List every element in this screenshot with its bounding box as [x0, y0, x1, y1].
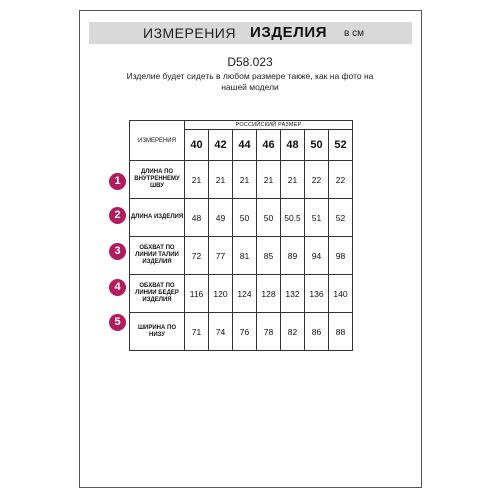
table-cell: 132 — [281, 275, 305, 313]
table-cell: 136 — [305, 275, 329, 313]
table-cell: 74 — [209, 313, 233, 351]
table-cell: 82 — [281, 313, 305, 351]
table-cell: 140 — [329, 275, 353, 313]
table-cell: 128 — [257, 275, 281, 313]
row-number-badge: 3 — [109, 243, 126, 260]
row-label: ДЛИНА ПО ВНУТРЕННЕМУ ШВУ — [130, 161, 185, 199]
table-cell: 89 — [281, 237, 305, 275]
table-cell: 81 — [233, 237, 257, 275]
russian-size-header: РОССИЙСКИЙ РАЗМЕР — [185, 121, 353, 130]
table-cell: 76 — [233, 313, 257, 351]
row-number-badge: 1 — [109, 173, 126, 190]
row-label: ОБХВАТ ПО ЛИНИИ ТАЛИИ ИЗДЕЛИЯ — [130, 237, 185, 275]
table-cell: 88 — [329, 313, 353, 351]
table-cell: 21 — [281, 161, 305, 199]
table-cell: 120 — [209, 275, 233, 313]
row-label: ОБХВАТ ПО ЛИНИИ БЕДЕР ИЗДЕЛИЯ — [130, 275, 185, 313]
fit-note: Изделие будет сидеть в любом размере также, как на фото на нашей модели — [126, 71, 374, 92]
size-header: 42 — [209, 130, 233, 161]
row-label: ДЛИНА ИЗДЕЛИЯ — [130, 199, 185, 237]
row-number-badge: 4 — [109, 279, 126, 296]
row-number-badge: 2 — [109, 207, 126, 224]
table-cell: 116 — [185, 275, 209, 313]
table-cell: 48 — [185, 199, 209, 237]
table-cell: 85 — [257, 237, 281, 275]
size-header: 52 — [329, 130, 353, 161]
header-measurements: ИЗМЕРЕНИЯ — [143, 25, 236, 41]
table-cell: 51 — [305, 199, 329, 237]
table-cell: 77 — [209, 237, 233, 275]
table-row — [130, 161, 353, 199]
row-number-badge: 5 — [109, 314, 126, 331]
table-cell: 72 — [185, 237, 209, 275]
size-header: 50 — [305, 130, 329, 161]
table-row — [130, 275, 353, 313]
table-cell: 98 — [329, 237, 353, 275]
header-unit: в см — [344, 28, 364, 39]
size-header: 44 — [233, 130, 257, 161]
table-cell: 49 — [209, 199, 233, 237]
size-header: 48 — [281, 130, 305, 161]
table-row — [130, 199, 353, 237]
table-cell: 94 — [305, 237, 329, 275]
table-cell: 22 — [329, 161, 353, 199]
table-cell: 21 — [209, 161, 233, 199]
table-cell: 50 — [233, 199, 257, 237]
table-cell: 86 — [305, 313, 329, 351]
header-product: ИЗДЕЛИЯ — [250, 24, 328, 41]
table-row — [130, 237, 353, 275]
table-cell: 50 — [257, 199, 281, 237]
table-cell: 22 — [305, 161, 329, 199]
table-row — [130, 313, 353, 351]
size-header: 40 — [185, 130, 209, 161]
table-cell: 71 — [185, 313, 209, 351]
table-cell: 21 — [185, 161, 209, 199]
size-header: 46 — [257, 130, 281, 161]
table-cell: 78 — [257, 313, 281, 351]
row-label: ШИРИНА ПО НИЗУ — [130, 313, 185, 351]
table-cell: 52 — [329, 199, 353, 237]
table-cell: 124 — [233, 275, 257, 313]
table-cell: 21 — [257, 161, 281, 199]
size-table — [129, 120, 353, 351]
product-code: D58.023 — [227, 55, 273, 69]
table-cell: 21 — [233, 161, 257, 199]
measurements-header: ИЗМЕРЕНИЯ — [130, 121, 185, 161]
table-cell: 50.5 — [281, 199, 305, 237]
